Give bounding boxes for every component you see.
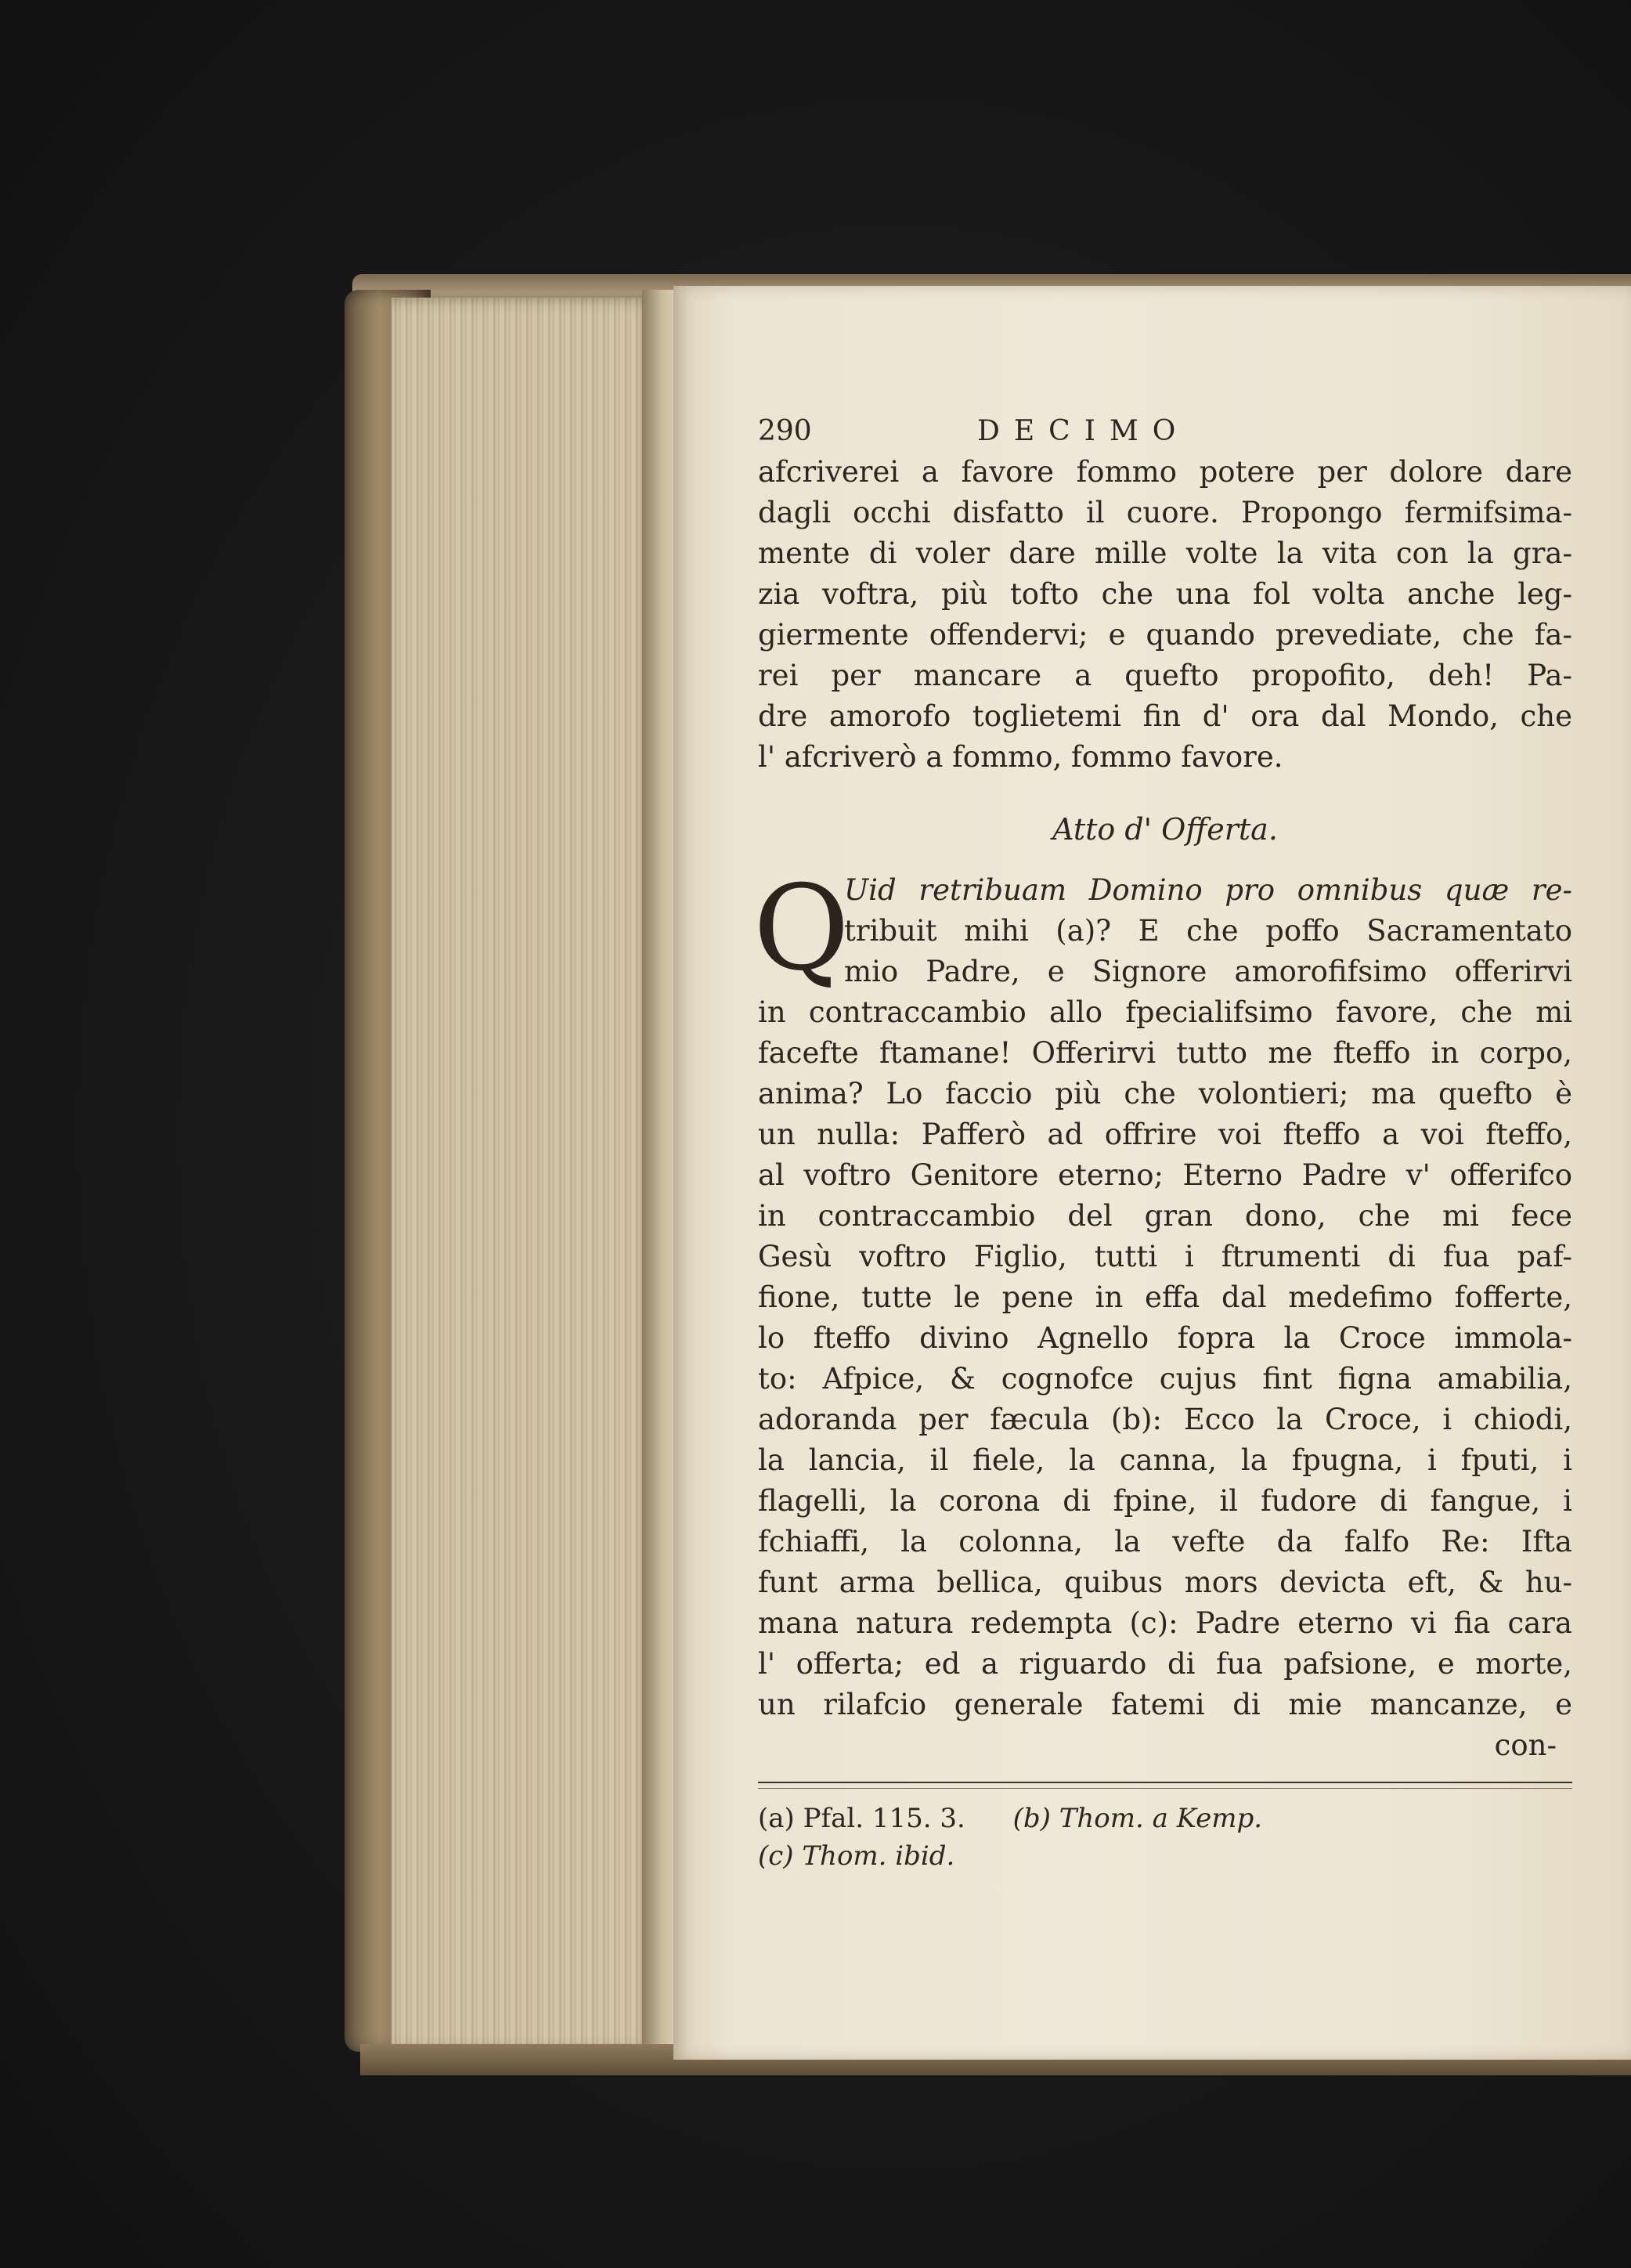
text-line: un rilafcio generale fatemi di mie mancanze, e (758, 1688, 1572, 1721)
drop-cap: Q (753, 861, 850, 997)
text-line: in contraccambio allo fpecialifsimo favore, che mi (758, 995, 1572, 1029)
text-line: dagli occhi disfatto il cuore. Propongo fermifsima- (758, 496, 1572, 529)
page-text-block (753, 411, 1572, 1875)
text-line: la lancia, il fiele, la canna, la fpugna, i fputi, i (758, 1443, 1572, 1477)
text-line: fchiaffi, la colonna, la vefte da falfo Re: Ifta (758, 1525, 1572, 1558)
catchword: con- (1494, 1728, 1557, 1762)
text-line: Uid retribuam Domino pro omnibus quæ re- (844, 873, 1572, 907)
running-head-title: DECIMO (977, 415, 1190, 447)
book-page (673, 286, 1631, 2060)
text-line: zia voftra, più tofto che una fol volta anche leg- (758, 577, 1572, 611)
text-line: l' offerta; ed a riguardo di fua pafsione, e morte, (758, 1647, 1572, 1681)
footnote-c: (c) Thom. ibid. (758, 1840, 955, 1872)
paragraph-bottom (758, 992, 1572, 1725)
text-line: lo fteffo divino Agnello fopra la Croce immola- (758, 1321, 1572, 1355)
text-line: tribuit mihi (a)? E che poffo Sacramentato (844, 914, 1572, 948)
text-line: afcriverei a favore fommo potere per dolore dare (758, 455, 1572, 489)
text-line: un nulla: Pafferò ad offrire voi fteffo a voi fteffo, (758, 1118, 1572, 1151)
page-stack (392, 298, 658, 2052)
book (345, 274, 1631, 2075)
page-number: 290 (758, 415, 812, 447)
footnote-b: (b) Thom. a Kemp. (1012, 1803, 1263, 1834)
text-line: mio Padre, e Signore amorofifsimo offerirvi (844, 955, 1572, 988)
text-line: giermente offendervi; e quando prevediate, che fa- (758, 618, 1572, 652)
paragraph-top (758, 452, 1572, 778)
text-line: funt arma bellica, quibus mors devicta eft, & hu- (758, 1566, 1572, 1599)
footnote-line (758, 1800, 1572, 1837)
footnotes (758, 1800, 1572, 1875)
text-line: to: Afpice, & cognofce cujus fint figna amabilia, (758, 1362, 1572, 1396)
section-title: Atto d' Offerta. (1052, 812, 1278, 847)
text-line: Gesù voftro Figlio, tutti i ftrumenti di fua paf- (758, 1240, 1572, 1273)
text-line: flagelli, la corona di fpine, il fudore di fangue, i (758, 1484, 1572, 1518)
text-line: mana natura redempta (c): Padre eterno vi fia cara (758, 1606, 1572, 1640)
text-line: l' afcriverò a fommo, fommo favore. (758, 740, 1283, 774)
running-head (758, 411, 1572, 452)
footnote-rule (758, 1782, 1572, 1789)
text-line: dre amorofo toglietemi fin d' ora dal Mondo, che (758, 699, 1572, 733)
text-line: facefte ftamane! Offerirvi tutto me fteffo in corpo, (758, 1036, 1572, 1070)
text-line: rei per mancare a quefto propofito, deh! Pa- (758, 659, 1572, 692)
drop-cap-paragraph (753, 861, 1572, 997)
footnote-a: (a) Pfal. 115. 3. (758, 1803, 965, 1834)
text-line: fione, tutte le pene in effa dal medefimo fofferte, (758, 1280, 1572, 1314)
text-line: in contraccambio del gran dono, che mi fece (758, 1199, 1572, 1233)
footnote-line (758, 1837, 1572, 1875)
text-line: al voftro Genitore eterno; Eterno Padre v' offerifco (758, 1158, 1572, 1192)
text-line: adoranda per fæcula (b): Ecco la Croce, i chiodi, (758, 1403, 1572, 1436)
text-line: mente di voler dare mille volte la vita con la gra- (758, 536, 1572, 570)
text-line: anima? Lo faccio più che volontieri; ma quefto è (758, 1077, 1572, 1111)
